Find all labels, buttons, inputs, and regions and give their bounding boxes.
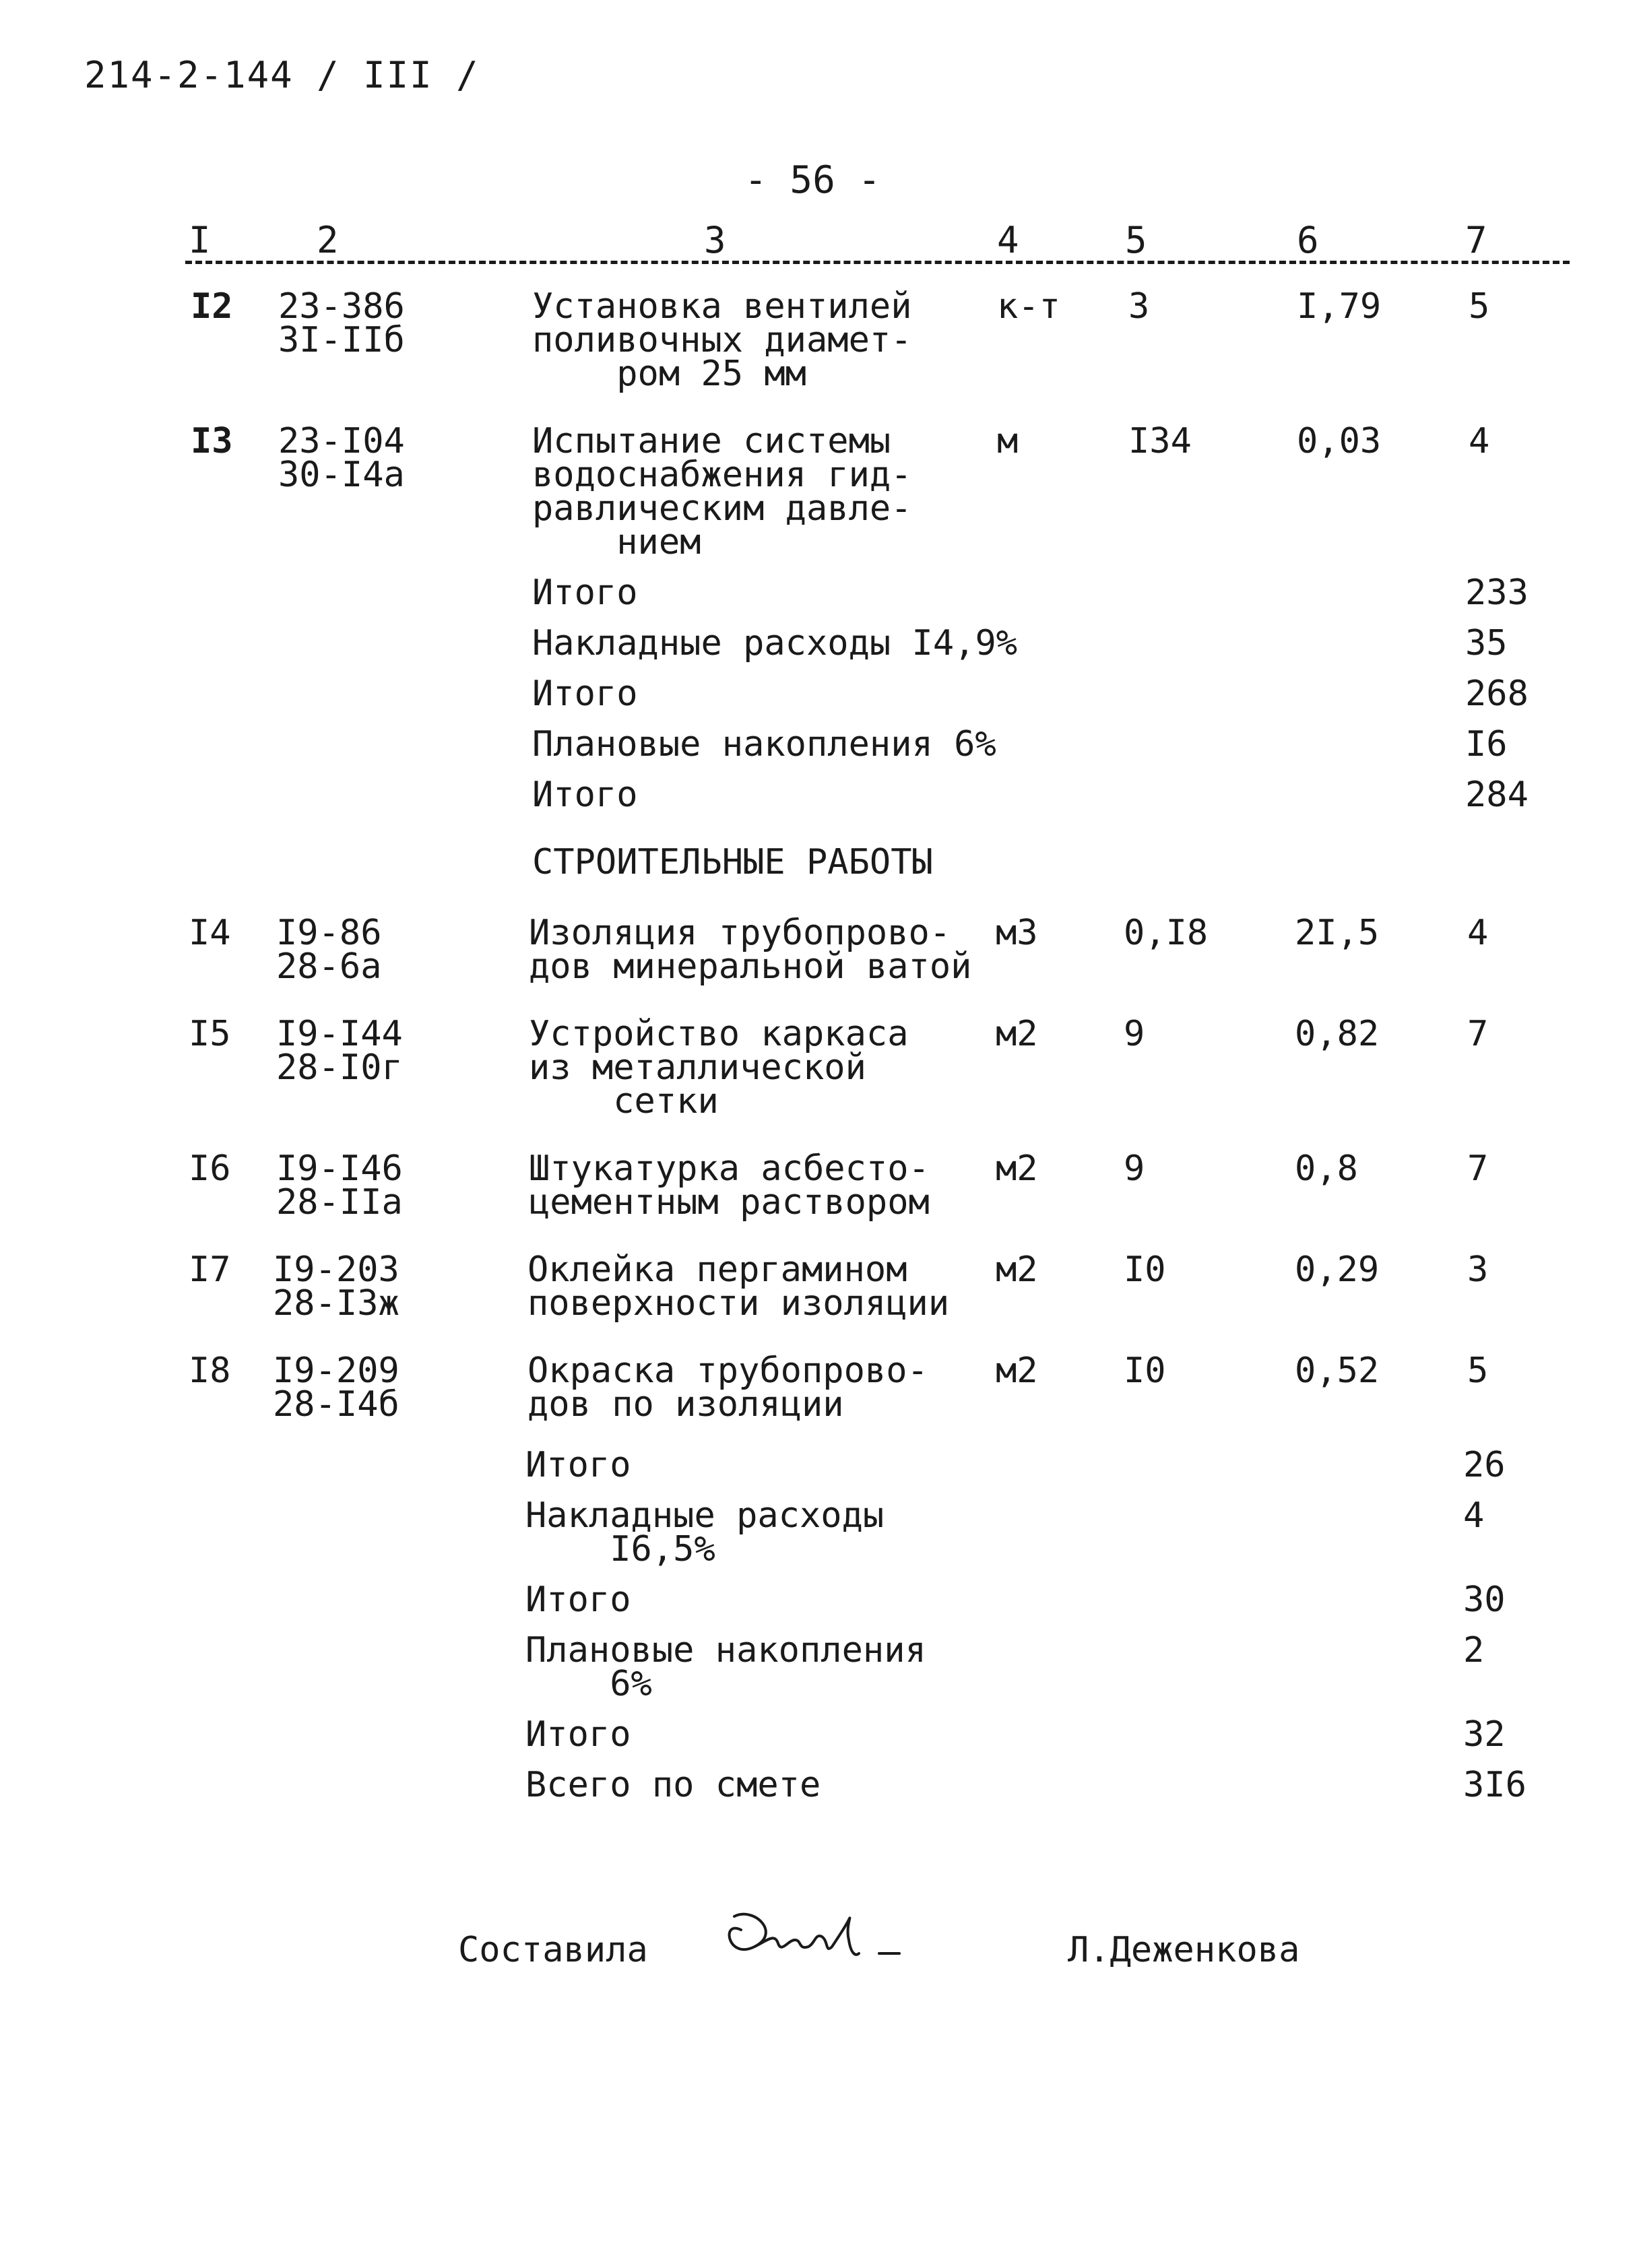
section-title: СТРОИТЕЛЬНЫЕ РАБОТЫ	[532, 842, 933, 882]
row-code: I9-203 28-I3ж	[273, 1250, 399, 1324]
subtotal-value: 32	[1463, 1714, 1506, 1755]
row-unit: м2	[996, 1148, 1038, 1189]
header-col-7: 7	[1465, 219, 1487, 261]
row-unit: к-т	[997, 286, 1060, 327]
row-code: 23-I04 30-I4а	[278, 421, 405, 495]
planned-savings-label: Плановые накопления 6%	[525, 1630, 926, 1704]
subtotal-value: 268	[1465, 674, 1529, 714]
row-code: I9-I46 28-IIа	[276, 1148, 403, 1223]
row-qty: 0,I8	[1124, 913, 1209, 953]
planned-savings-value: 2	[1463, 1630, 1485, 1671]
row-number: I5	[189, 1014, 231, 1054]
planned-savings-label: Плановые накопления 6%	[532, 724, 996, 765]
row-price: I,79	[1297, 286, 1382, 327]
planned-savings-value: I6	[1465, 724, 1508, 765]
header-col-1: I	[189, 219, 211, 261]
row-qty: I0	[1124, 1250, 1166, 1290]
row-price: 0,52	[1295, 1351, 1380, 1391]
row-total: 4	[1467, 913, 1489, 953]
row-number: I8	[189, 1351, 231, 1391]
grand-total-label: Всего по смете	[525, 1765, 821, 1805]
row-code: 23-386 3I-IIб	[278, 286, 405, 360]
row-price: 0,29	[1295, 1250, 1380, 1290]
header-col-4: 4	[997, 219, 1019, 261]
page-number: - 56 -	[744, 158, 881, 202]
row-unit: м	[997, 421, 1019, 461]
subtotal-label: Итого	[532, 573, 638, 613]
row-total: 5	[1467, 1351, 1489, 1391]
row-total: 3	[1467, 1250, 1489, 1290]
row-unit: м2	[996, 1351, 1038, 1391]
row-qty: 3	[1128, 286, 1150, 327]
row-name: Установка вентилей поливочных диамет- ром 25 мм	[532, 286, 912, 394]
row-code: I9-209 28-I4б	[273, 1351, 399, 1425]
row-total: 5	[1469, 286, 1490, 327]
subtotal-value: 30	[1463, 1580, 1506, 1620]
document-code: 214-2-144 / III /	[84, 54, 480, 96]
compiled-by-label: Составила	[458, 1930, 648, 1970]
subtotal-label: Итого	[525, 1580, 631, 1620]
row-price: 2I,5	[1295, 913, 1380, 953]
row-total: 4	[1469, 421, 1490, 461]
row-total: 7	[1467, 1148, 1489, 1189]
signature	[714, 1893, 943, 1974]
overhead-value: 35	[1465, 623, 1508, 663]
overhead-label: Накладные расходы I4,9%	[532, 623, 1018, 663]
row-qty: I0	[1124, 1351, 1166, 1391]
header-col-3: 3	[704, 219, 726, 261]
row-price: 0,03	[1297, 421, 1382, 461]
row-unit: м2	[996, 1014, 1038, 1054]
header-rule	[185, 261, 1570, 264]
row-number: I3	[191, 421, 233, 461]
row-qty: 9	[1124, 1148, 1145, 1189]
subtotal-label: Итого	[532, 775, 638, 815]
row-qty: 9	[1124, 1014, 1145, 1054]
overhead-label: Накладные расходы I6,5%	[525, 1495, 885, 1569]
subtotal-label: Итого	[532, 674, 638, 714]
row-number: I4	[189, 913, 231, 953]
row-name: Окраска трубопрово- дов по изоляции	[527, 1351, 928, 1425]
row-total: 7	[1467, 1014, 1489, 1054]
subtotal-value: 26	[1463, 1445, 1506, 1485]
row-name: Испытание системы водоснабжения гид- равлическим давле- нием	[532, 421, 912, 562]
compiler-name: Л.Деженкова	[1068, 1930, 1300, 1970]
row-name: Оклейка пергамином поверхности изоляции	[527, 1250, 950, 1324]
row-unit: м2	[996, 1250, 1038, 1290]
header-col-2: 2	[317, 219, 339, 261]
row-qty: I34	[1128, 421, 1192, 461]
row-name: Изоляция трубопрово- дов минеральной ватой	[529, 913, 972, 987]
row-code: I9-I44 28-I0г	[276, 1014, 403, 1088]
subtotal-value: 233	[1465, 573, 1529, 613]
header-col-6: 6	[1297, 219, 1319, 261]
row-unit: м3	[996, 913, 1038, 953]
row-code: I9-86 28-6а	[276, 913, 382, 987]
row-price: 0,82	[1295, 1014, 1380, 1054]
row-number: I2	[191, 286, 233, 327]
subtotal-label: Итого	[525, 1714, 631, 1755]
row-number: I7	[189, 1250, 231, 1290]
row-number: I6	[189, 1148, 231, 1189]
row-price: 0,8	[1295, 1148, 1358, 1189]
subtotal-label: Итого	[525, 1445, 631, 1485]
overhead-value: 4	[1463, 1495, 1485, 1536]
header-col-5: 5	[1125, 219, 1147, 261]
grand-total-value: 3I6	[1463, 1765, 1526, 1805]
row-name: Штукатурка асбесто- цементным раствором	[529, 1148, 930, 1223]
row-name: Устройство каркаса из металлической сетки	[529, 1014, 909, 1122]
subtotal-value: 284	[1465, 775, 1529, 815]
